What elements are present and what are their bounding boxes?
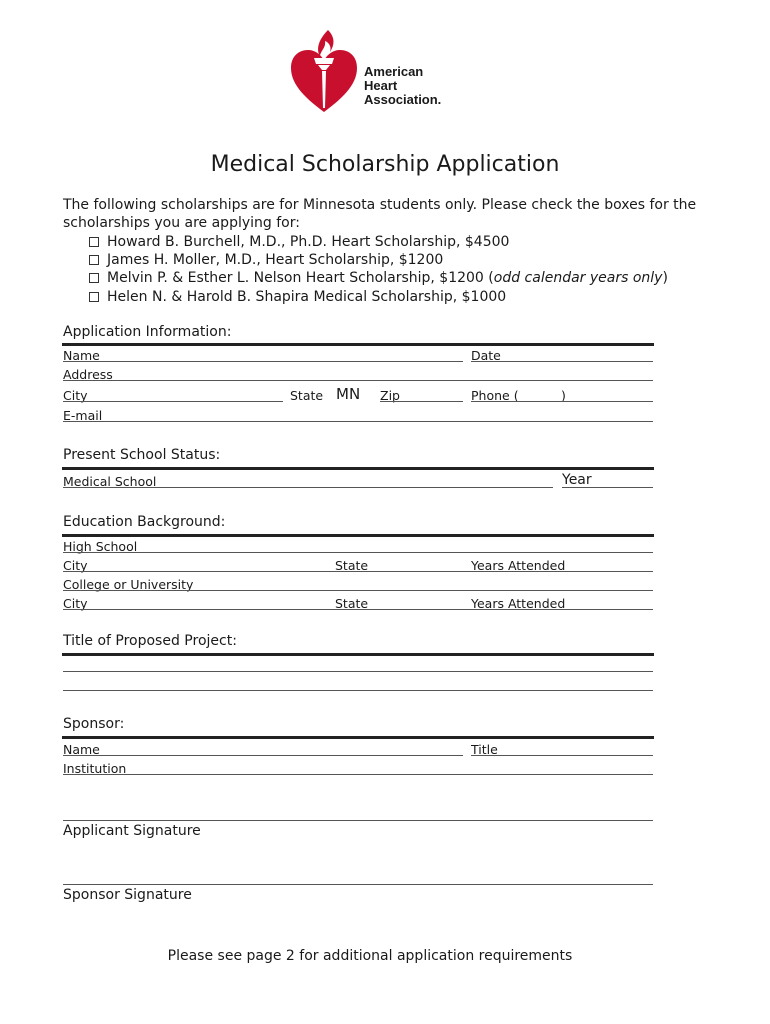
school-status-heading: Present School Status:: [63, 447, 221, 463]
medical-school-field[interactable]: [63, 487, 553, 488]
scholarship-checkbox[interactable]: [89, 292, 99, 302]
scholarship-label: Helen N. & Harold B. Shapira Medical Scholarship, $1000: [107, 288, 507, 305]
phone-field[interactable]: [471, 401, 653, 402]
phone-label: Phone (: [471, 388, 519, 403]
scholarship-label-close: ): [662, 270, 668, 287]
project-title-heading: Title of Proposed Project:: [63, 633, 237, 649]
scholarship-label: James H. Moller, M.D., Heart Scholarship, $1200: [107, 252, 444, 269]
college-state-label: State: [335, 596, 369, 611]
sponsor-title-field[interactable]: [471, 755, 653, 756]
state-label: State: [290, 388, 324, 403]
heart-torch-icon: [288, 28, 360, 118]
address-label: Address: [63, 367, 113, 382]
applicant-signature-line[interactable]: [63, 820, 653, 821]
state-value[interactable]: MN: [336, 385, 361, 403]
email-label: E-mail: [63, 408, 103, 423]
name-field[interactable]: [63, 361, 463, 362]
hs-years-label: Years Attended: [471, 558, 566, 573]
sponsor-signature-label: Sponsor Signature: [63, 887, 192, 903]
section-divider: [62, 534, 654, 537]
year-label: Year: [562, 472, 592, 488]
name-label: Name: [63, 348, 100, 363]
scholarship-checkbox[interactable]: [89, 255, 99, 265]
college-field[interactable]: [63, 590, 653, 591]
project-title-line-1[interactable]: [63, 671, 653, 672]
project-title-line-2[interactable]: [63, 690, 653, 691]
medical-school-label: Medical School: [63, 474, 157, 489]
zip-label: Zip: [380, 388, 400, 403]
scholarship-list: [89, 233, 668, 306]
year-field[interactable]: [562, 487, 653, 488]
applicant-signature-label: Applicant Signature: [63, 823, 201, 839]
city-label: City: [63, 388, 88, 403]
hs-city-label: City: [63, 558, 88, 573]
footer-note: Please see page 2 for additional application requirements: [167, 948, 573, 964]
sponsor-name-label: Name: [63, 742, 100, 757]
scholarship-item: [89, 233, 668, 251]
institution-label: Institution: [63, 761, 127, 776]
address-field[interactable]: [63, 380, 653, 381]
application-info-heading: Application Information:: [63, 324, 232, 340]
zip-field[interactable]: [380, 401, 463, 402]
date-field[interactable]: [471, 361, 653, 362]
document-title: Medical Scholarship Application: [210, 152, 560, 177]
high-school-field[interactable]: [63, 552, 653, 553]
scholarship-checkbox[interactable]: [89, 237, 99, 247]
city-field[interactable]: [63, 401, 283, 402]
scholarship-note: odd calendar years only: [493, 270, 663, 287]
scholarship-label: Howard B. Burchell, M.D., Ph.D. Heart Scholarship, $4500: [107, 234, 510, 250]
date-label: Date: [471, 348, 501, 363]
college-city-state-years-field[interactable]: [63, 609, 653, 610]
scholarship-item: [89, 269, 668, 287]
college-city-label: City: [63, 596, 88, 611]
high-school-label: High School: [63, 539, 138, 554]
intro-text: The following scholarships are for Minnesota students only. Please check the boxes for the scholarships you are applying for:: [63, 197, 697, 231]
scholarship-checkbox[interactable]: [89, 273, 99, 283]
sponsor-heading: Sponsor:: [63, 716, 125, 732]
section-divider: [62, 653, 654, 656]
sponsor-title-label: Title: [471, 742, 498, 757]
scholarship-item: [89, 251, 668, 269]
phone-close-paren: ): [561, 388, 566, 403]
aha-logo: [288, 28, 458, 118]
sponsor-signature-line[interactable]: [63, 884, 653, 885]
section-divider: [62, 343, 654, 346]
college-label: College or University: [63, 577, 194, 592]
hs-state-label: State: [335, 558, 369, 573]
scholarship-label: Melvin P. & Esther L. Nelson Heart Scholarship, $1200 (: [107, 270, 494, 287]
scholarship-item: [89, 288, 668, 306]
education-heading: Education Background:: [63, 514, 226, 530]
section-divider: [62, 736, 654, 739]
section-divider: [62, 467, 654, 470]
logo-wordmark: American Heart Association.: [364, 64, 442, 107]
institution-field[interactable]: [63, 774, 653, 775]
sponsor-name-field[interactable]: [63, 755, 463, 756]
college-years-label: Years Attended: [471, 596, 566, 611]
hs-city-state-years-field[interactable]: [63, 571, 653, 572]
email-field[interactable]: [63, 421, 653, 422]
